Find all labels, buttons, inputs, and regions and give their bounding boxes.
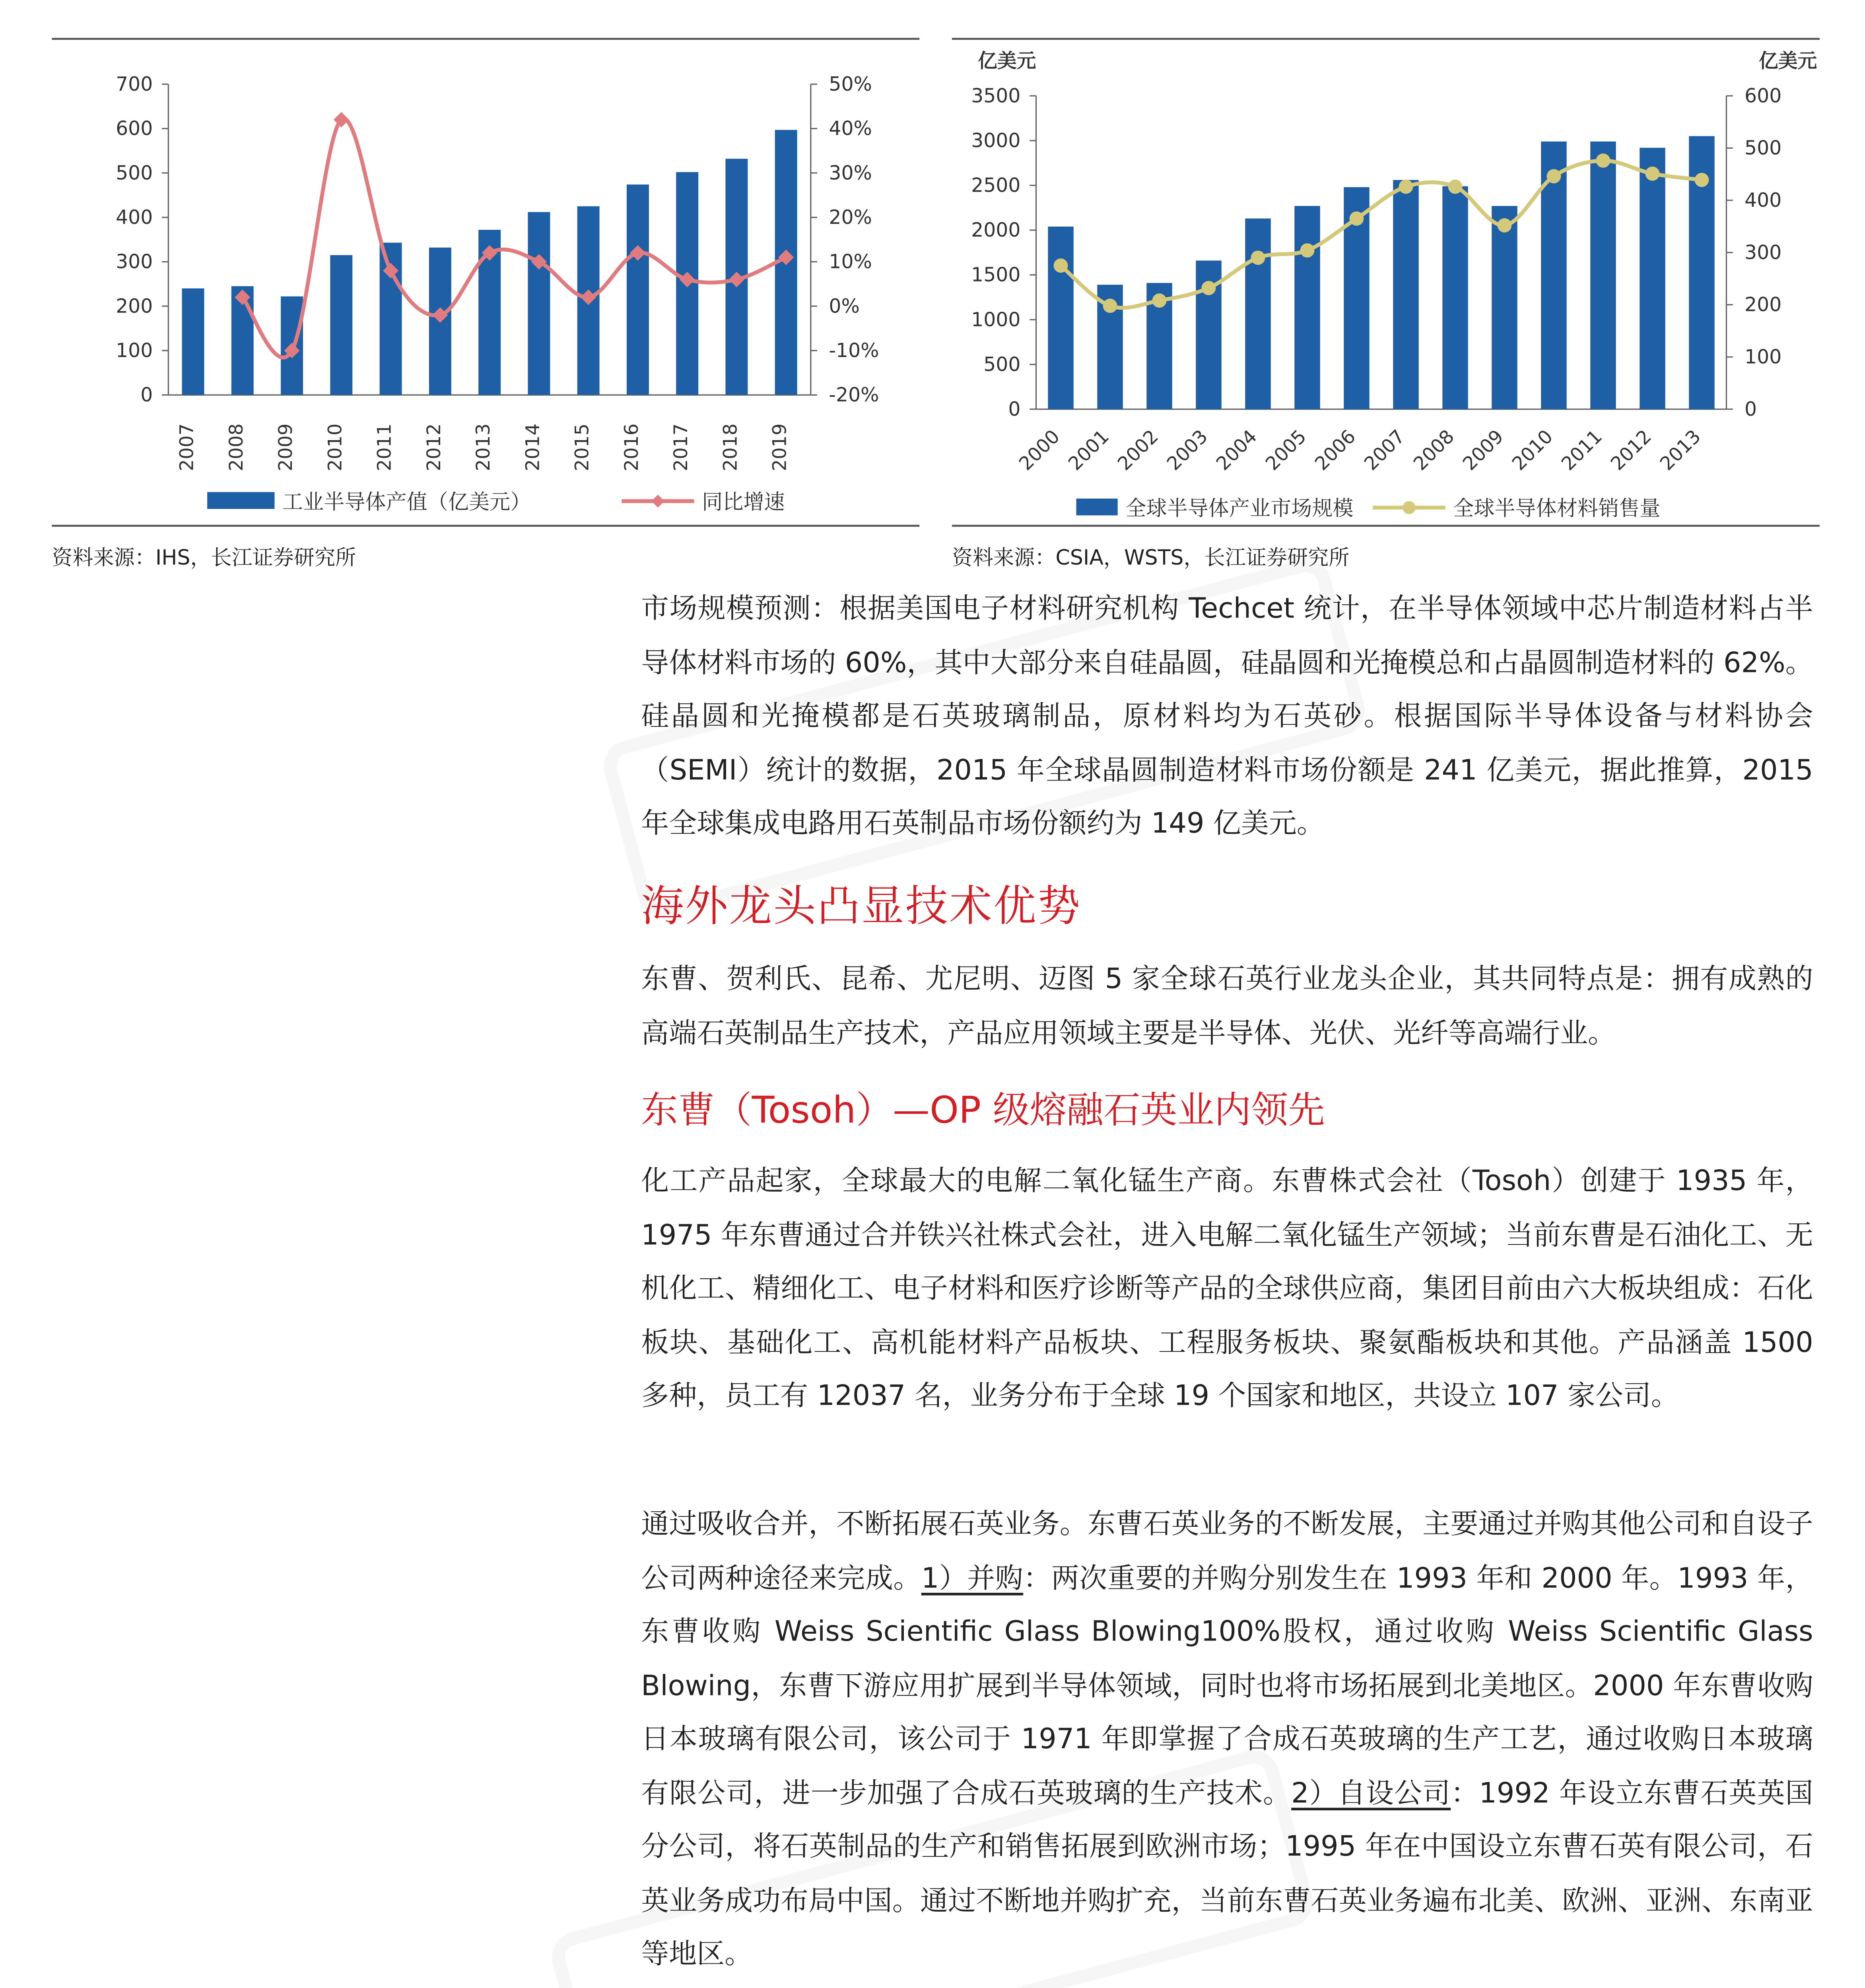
chart1-source: 资料来源：IHS，长江证券研究所 (52, 545, 356, 570)
x-tick-label: 2011 (373, 423, 396, 472)
y-left-tick-label: 300 (116, 250, 153, 273)
chart2-svg (952, 0, 1820, 544)
y-right-tick-label: -10% (829, 339, 879, 362)
x-tick-label: 2016 (620, 423, 643, 472)
y-right-tick-label: 100 (1745, 346, 1782, 369)
legend-bar-label: 工业半导体产值（亿美元） (282, 490, 531, 514)
bar (1442, 186, 1468, 409)
ma-text-2: ：两次重要的并购分别发生在 1993 年和 2000 年。1993 年，东曹收购 Weiss Scientific Glass Blowing100%股权，通过收购 Weiss Scientific Glass Blowing，东曹下游应用扩展到半导体领域，同时也将市场拓展到北美地区。2000 年东曹收购日本玻璃有限公司，该公司于 1971 年即掌握了合成石英玻璃的生产工艺，通过收购日本玻璃有限公司，进一步加强了合成石英玻璃的生产技术。 (641, 1562, 1813, 1810)
bar (1048, 227, 1073, 409)
x-tick-label: 2008 (1409, 425, 1459, 475)
x-tick-label: 2009 (275, 423, 297, 472)
x-tick-label: 2017 (670, 423, 692, 472)
legend-bar-swatch (207, 492, 274, 509)
line-point (1103, 299, 1117, 313)
chart-industrial-semiconductor (52, 0, 919, 596)
line-point (1547, 169, 1561, 183)
y-left-tick-label: 200 (116, 295, 153, 318)
line-point (1645, 167, 1660, 181)
line-point (1152, 293, 1167, 308)
y-right-tick-label: 30% (829, 161, 872, 184)
x-tick-label: 2013 (472, 423, 495, 472)
y-left-tick-label: 600 (116, 117, 153, 140)
y-left-unit: 亿美元 (977, 49, 1036, 72)
ma-label-subsidiary: 2）自设公司 (1291, 1777, 1451, 1810)
legend-line-marker (1403, 501, 1416, 514)
x-tick-label: 2006 (1311, 425, 1360, 475)
y-left-tick-label: 700 (116, 72, 153, 95)
y-right-tick-label: 400 (1745, 189, 1782, 212)
x-tick-label: 2000 (1015, 425, 1065, 475)
y-right-tick-label: 300 (1745, 241, 1782, 264)
y-right-tick-label: -20% (829, 383, 879, 406)
bar (1245, 219, 1271, 410)
line-point (1350, 212, 1364, 226)
bar (330, 255, 352, 395)
y-left-tick-label: 100 (116, 339, 153, 362)
ma-label-acquisition: 1）并购 (921, 1562, 1024, 1595)
x-tick-label: 2012 (1607, 425, 1656, 475)
line-point (1448, 180, 1463, 194)
bar (182, 288, 204, 395)
y-right-tick-label: 500 (1745, 136, 1782, 159)
x-tick-label: 2004 (1212, 425, 1261, 475)
x-tick-label: 2003 (1163, 425, 1212, 475)
legend-line-label: 全球半导体材料销售量 (1453, 497, 1661, 521)
legend-line-label: 同比增速 (702, 490, 785, 514)
line-point (1300, 243, 1315, 258)
bar (1492, 206, 1517, 409)
y-left-tick-label: 400 (116, 206, 153, 229)
paragraph-overseas-leaders: 东曹、贺利氏、昆希、尤尼明、迈图 5 家全球石英行业龙头企业，其共同特点是：拥有成熟的高端石英制品生产技术，产品应用领域主要是半导体、光伏、光纤等高端行业。 (641, 963, 1813, 1050)
legend-bar-swatch (1076, 499, 1117, 515)
x-tick-label: 2011 (1557, 425, 1607, 475)
paragraph-market-forecast: 市场规模预测：根据美国电子材料研究机构 Techcet 统计，在半导体领域中芯片制造材料占半导体材料市场的 60%，其中大部分来自硅晶圆，硅晶圆和光掩模总和占晶圆制造材料的 62%。硅晶圆和光掩模都是石英玻璃制品，原材料均为石英砂。根据国际半导体设备与材料协会（SEMI）统计的数据，2015 年全球晶圆制造材料市场份额是 241 亿美元，据此推算，2015 年全球集成电路用石英制品市场份额约为 149 亿美元。 (641, 593, 1813, 841)
y-left-tick-label: 1500 (971, 263, 1021, 286)
y-left-tick-label: 1000 (971, 308, 1021, 331)
x-tick-label: 2018 (719, 423, 742, 472)
bar (1294, 206, 1320, 409)
x-tick-label: 2019 (769, 423, 791, 472)
x-tick-label: 2007 (176, 423, 198, 472)
bar (1590, 142, 1616, 409)
legend-line-marker (651, 495, 664, 508)
paragraph-tosoh-ma (641, 1498, 1813, 1982)
x-tick-label: 2013 (1656, 425, 1705, 475)
paragraph-tosoh-intro: 化工产品起家，全球最大的电解二氧化锰生产商。东曹株式会社（Tosoh）创建于 1935 年，1975 年东曹通过合并铁兴社株式会社，进入电解二氧化锰生产领域；当前东曹是石油化工、无机化工、精细化工、电子材料和医疗诊断等产品的全球供应商，集团目前由六大板块组成：石化板块、基础化工、高机能材料产品板块、工程服务板块、聚氨酯板块和其他。产品涵盖 1500 多种，员工有 12037 名，业务分布于全球 19 个国家和地区，共设立 107 家公司。 (641, 1165, 1813, 1413)
line-point (1202, 281, 1216, 295)
chart-global-semiconductor (952, 0, 1820, 596)
y-right-tick-label: 40% (829, 117, 872, 140)
line-point (1695, 173, 1709, 187)
y-right-unit: 亿美元 (1758, 49, 1817, 72)
y-left-tick-label: 3500 (971, 84, 1021, 107)
y-right-tick-label: 50% (829, 72, 872, 95)
x-tick-label: 2001 (1064, 425, 1113, 475)
x-tick-label: 2010 (324, 423, 346, 472)
series-line (243, 119, 786, 358)
x-tick-label: 2008 (225, 423, 247, 472)
heading-tosoh: 东曹（Tosoh）—OP 级熔融石英业内领先 (641, 1089, 1325, 1132)
y-right-tick-label: 10% (829, 250, 872, 273)
x-tick-label: 2014 (522, 423, 544, 472)
y-left-tick-label: 500 (983, 353, 1021, 376)
y-left-tick-label: 500 (116, 161, 153, 184)
x-tick-label: 2010 (1508, 425, 1557, 475)
line-point (1054, 258, 1068, 273)
line-point (1399, 180, 1413, 194)
line-point (1596, 153, 1611, 168)
legend-bar-label: 全球半导体产业市场规模 (1125, 497, 1354, 521)
y-left-tick-label: 0 (140, 383, 153, 406)
x-tick-label: 2005 (1261, 425, 1311, 475)
ma-text-1: 通过吸收合并，不断拓展石英业务。东曹石英业务的不断发展，主要通过并购其他公司和自设子公司两种途径来完成。 (641, 1508, 1813, 1595)
bar (627, 184, 649, 395)
y-right-tick-label: 0 (1745, 398, 1757, 421)
x-tick-label: 2002 (1113, 425, 1163, 475)
y-right-tick-label: 0% (829, 295, 860, 318)
bar (1393, 180, 1418, 409)
y-right-tick-label: 20% (829, 206, 872, 229)
y-left-tick-label: 0 (1008, 398, 1021, 421)
y-right-tick-label: 200 (1745, 293, 1782, 316)
x-tick-label: 2007 (1360, 425, 1409, 475)
line-point (1498, 218, 1512, 233)
y-left-tick-label: 2500 (971, 174, 1021, 197)
bar (1640, 148, 1665, 410)
chart2-source: 资料来源：CSIA，WSTS，长江证券研究所 (952, 545, 1350, 570)
y-left-tick-label: 3000 (971, 129, 1021, 152)
line-point (1251, 250, 1265, 265)
heading-overseas-leaders: 海外龙头凸显技术优势 (641, 880, 1082, 931)
bar (528, 212, 550, 395)
chart1-svg (52, 0, 919, 544)
ma-text-3: ：1992 年设立东曹石英英国分公司，将石英制品的生产和销售拓展到欧洲市场；1995 年在中国设立东曹石英有限公司，石英业务成功布局中国。通过不断地并购扩充，当前东曹石英业务遍布北美、欧洲、亚洲、东南亚等地区。 (641, 1777, 1813, 1971)
y-right-tick-label: 600 (1745, 84, 1782, 107)
x-tick-label: 2012 (423, 423, 445, 472)
x-tick-label: 2009 (1459, 425, 1508, 475)
x-tick-label: 2015 (571, 423, 593, 472)
y-left-tick-label: 2000 (971, 219, 1021, 242)
